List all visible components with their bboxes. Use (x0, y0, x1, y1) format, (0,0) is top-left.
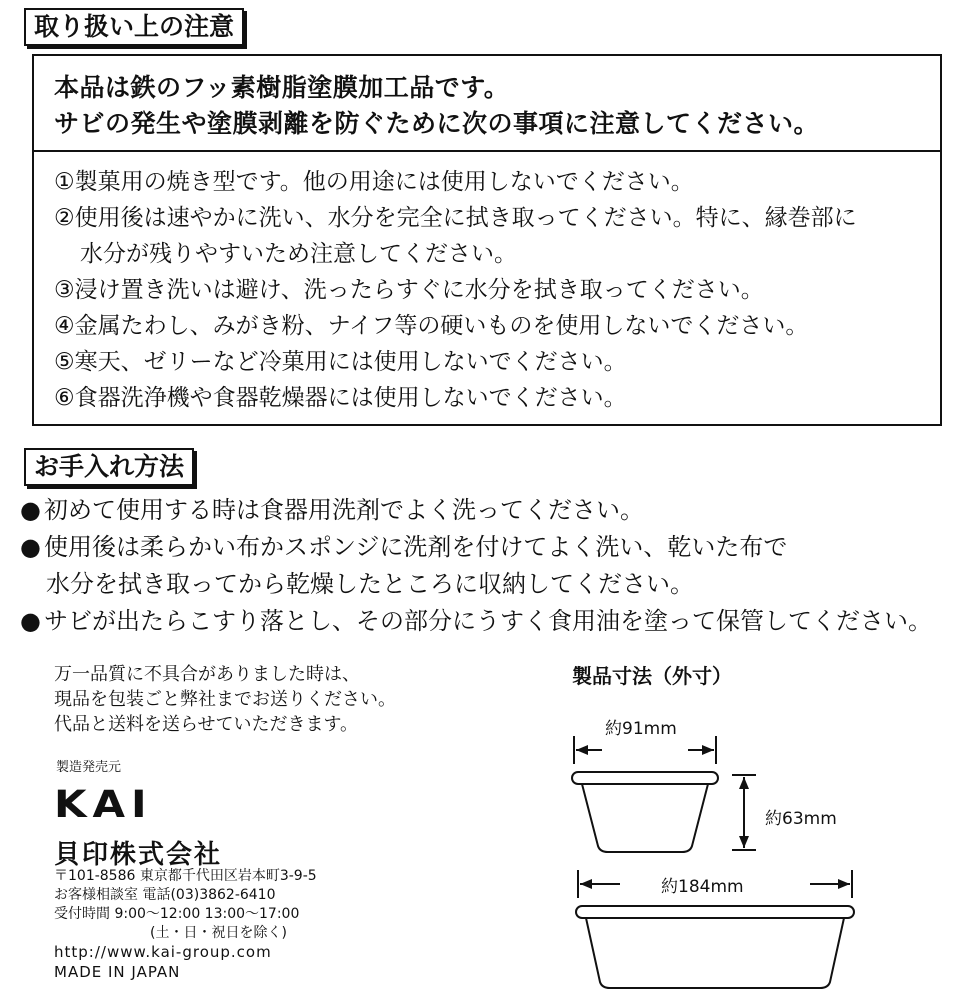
bullet-icon: ● (20, 533, 41, 561)
intro-line-2: サビの発生や塗膜剥離を防ぐために次の事項に注意してください。 (54, 109, 820, 138)
address: 〒101-8586 東京都千代田区岩本町3-9-5 (54, 868, 317, 884)
hours: 受付時間 9:00～12:00 13:00～17:00 (54, 906, 300, 922)
length-label: 約184mm (658, 872, 747, 897)
large-pan-shape (576, 906, 854, 988)
small-pan-shape (572, 772, 718, 852)
dimension-diagram (560, 720, 890, 1000)
intro-line-1: 本品は鉄のフッ素樹脂塗膜加工品です。 (54, 73, 510, 102)
care-item-1 (20, 492, 932, 529)
precaution-item-2: ②使用後は速やかに洗い、水分を完全に拭き取ってください。特に、縁巻部に (54, 205, 857, 231)
precautions-intro (34, 56, 940, 152)
precaution-item-1: ①製菓用の焼き型です。他の用途には使用しないでください。 (54, 169, 694, 195)
warranty-notice (54, 662, 396, 737)
care-heading (24, 448, 194, 486)
care-list (20, 492, 932, 640)
notice-line-2: 現品を包装ごと弊社までお送りください。 (54, 689, 396, 710)
made-in: MADE IN JAPAN (54, 963, 181, 981)
precaution-item-6: ⑥食器洗浄機や食器乾燥器には使用しないでください。 (54, 385, 627, 411)
website-url: http://www.kai-group.com (54, 943, 272, 961)
height-label: 約63mm (762, 804, 840, 829)
care-item-2-text: 使用後は柔らかい布かスポンジに洗剤を付けてよく洗い、乾いた布で (44, 533, 788, 561)
precaution-item-3: ③浸け置き洗いは避け、洗ったらすぐに水分を拭き取ってください。 (54, 277, 764, 303)
phone: お客様相談室 電話(03)3862-6410 (54, 887, 276, 903)
height-arrow (732, 775, 756, 850)
bullet-icon: ● (20, 496, 41, 524)
maker-label: 製造発売元 (56, 760, 122, 775)
notice-line-3: 代品と送料を送らせていただきます。 (54, 714, 359, 735)
company-name: 貝印株式会社 (54, 840, 223, 870)
care-item-3-text: サビが出たらこすり落とし、その部分にうすく食用油を塗って保管してください。 (44, 607, 932, 635)
notice-line-1: 万一品質に不具合がありました時は、 (54, 664, 360, 685)
contact-info (54, 867, 317, 943)
precaution-item-2-cont: 水分が残りやすいため注意してください。 (80, 241, 517, 267)
precautions-box (32, 54, 942, 426)
holidays: (土・日・祝日を除く) (150, 925, 287, 941)
kai-logo: KAI (54, 782, 153, 827)
care-item-2 (20, 529, 932, 566)
precautions-heading (24, 8, 244, 46)
care-item-1-text: 初めて使用する時は食器用洗剤でよく洗ってください。 (44, 496, 644, 524)
top-width-label: 約91mm (602, 714, 680, 739)
dimensions-title: 製品寸法（外寸） (572, 664, 732, 688)
precaution-item-4: ④金属たわし、みがき粉、ナイフ等の硬いものを使用しないでください。 (54, 313, 809, 339)
precaution-item-5: ⑤寒天、ゼリーなど冷菓用には使用しないでください。 (54, 349, 627, 375)
care-item-2-cont: 水分を拭き取ってから乾燥したところに収納してください。 (46, 570, 694, 598)
precautions-heading-text: 取り扱い上の注意 (34, 12, 235, 41)
top-width-arrow (574, 736, 716, 764)
precautions-list (54, 164, 857, 416)
bullet-icon: ● (20, 607, 41, 635)
care-item-3 (20, 603, 932, 640)
care-heading-text: お手入れ方法 (34, 452, 185, 481)
